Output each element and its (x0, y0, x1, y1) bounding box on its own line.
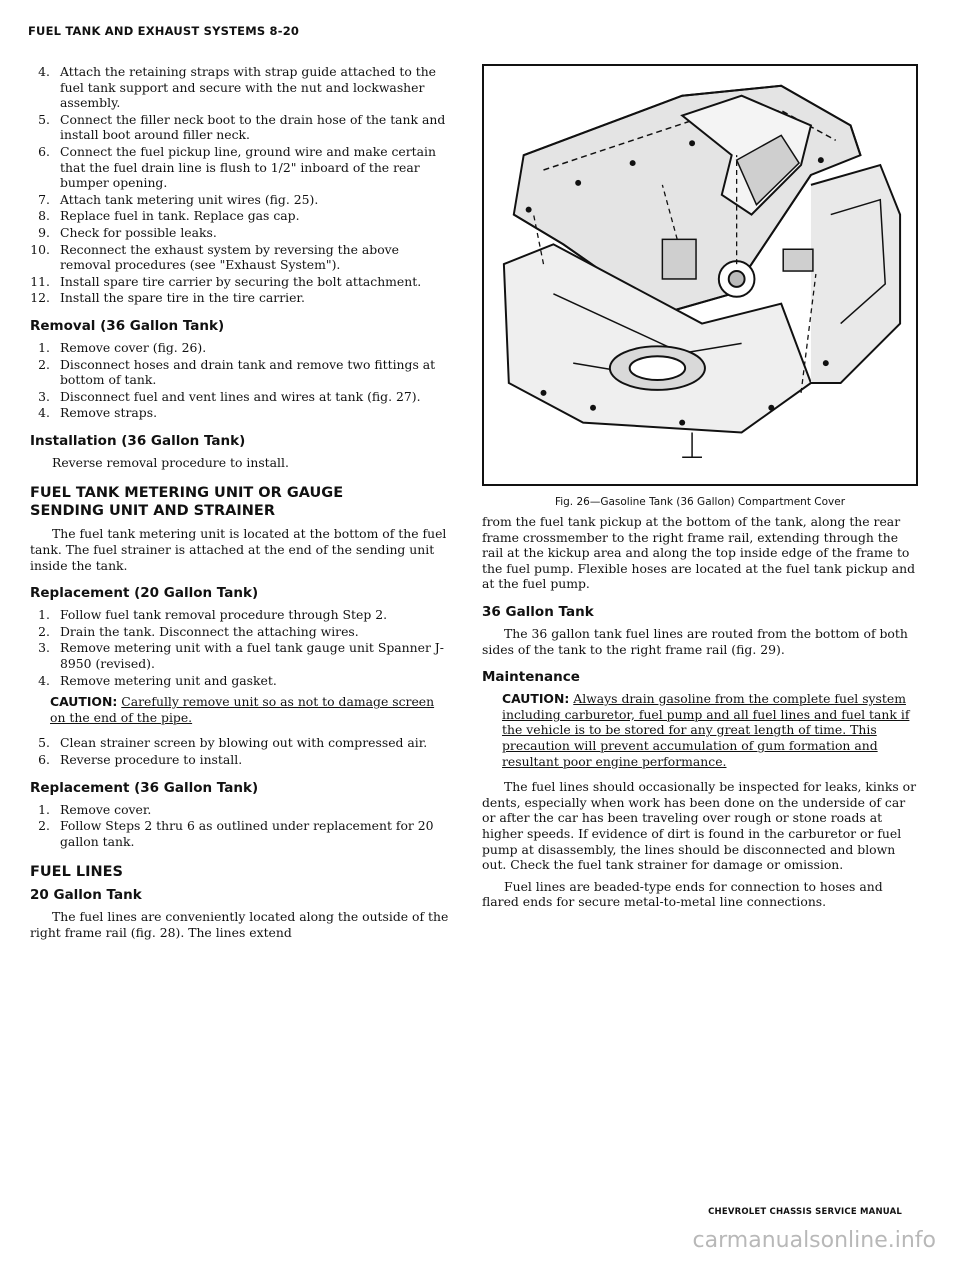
step-text: Install spare tire carrier by securing the bolt attachment. (60, 273, 422, 289)
list-item (30, 673, 450, 689)
step-number: 8. (38, 208, 50, 224)
step-text: Remove metering unit and gasket. (60, 672, 277, 688)
list-item (30, 802, 450, 818)
step-number: 2. (38, 623, 50, 639)
install-steps-continued (30, 64, 450, 306)
step-text: Replace fuel in tank. Replace gas cap. (60, 208, 300, 224)
step-number: 5. (38, 735, 50, 751)
left-column (30, 64, 450, 947)
maintenance-paragraph-1: The fuel lines should occasionally be inspected for leaks, kinks or dents, especially when work has been done on the underside of car or after the car has been traveling over rough or stone roads at higher speeds. If evidence of dirt is found in the carburetor or fuel pump at disassembly, the lines should be disconnected and blown out. Check the fuel tank strainer for damage or omission. (482, 779, 917, 873)
caution-label-storage: CAUTION: (502, 691, 570, 707)
step-number: 1. (38, 339, 50, 355)
step-text: Reconnect the exhaust system by reversing the above removal procedures (see "Exhaust System"). (60, 241, 400, 273)
fuel-lines-heading: FUEL LINES (30, 864, 123, 881)
caution-label: CAUTION: (50, 694, 118, 710)
step-number: 12. (30, 290, 50, 306)
list-item (30, 405, 450, 421)
page-footer: CHEVROLET CHASSIS SERVICE MANUAL (708, 1207, 902, 1217)
maintenance-heading: Maintenance (482, 669, 580, 686)
replacement-20-steps-b (30, 735, 450, 767)
list-item (30, 735, 450, 751)
step-number: 4. (38, 405, 50, 421)
caution-note-storage (502, 691, 918, 769)
step-number: 4. (38, 672, 50, 688)
lines-36-text: The 36 gallon tank fuel lines are routed from the bottom of both sides of the tank to the right frame rail (fig. 29). (482, 625, 908, 657)
metering-unit-heading-line1: FUEL TANK METERING UNIT OR GAUGE (30, 485, 344, 502)
step-number: 7. (38, 191, 50, 207)
removal-36-heading: Removal (36 Gallon Tank) (30, 317, 225, 334)
list-item (30, 357, 450, 388)
step-number: 1. (38, 607, 50, 623)
caution-text-storage: Always drain gasoline from the complete fuel system including carburetor, fuel pump and all fuel lines and fuel tank if the vehicle is to be stored for any great length of time. This precaution will prevent accumulation of gum formation and resultant poor engine performance. (502, 691, 910, 769)
step-number: 9. (38, 224, 50, 240)
replacement-20-steps (30, 607, 450, 688)
list-item (30, 752, 450, 768)
list-item (30, 192, 450, 208)
step-text: Check for possible leaks. (60, 224, 217, 240)
list-item (30, 340, 450, 356)
replacement-36-heading: Replacement (36 Gallon Tank) (30, 779, 259, 796)
replacement-20-heading: Replacement (20 Gallon Tank) (30, 585, 259, 602)
watermark-text: carmanualsonline.info (692, 1228, 936, 1253)
metering-unit-text: The fuel tank metering unit is located at the bottom of the fuel tank. The fuel strainer is attached at the end of the sending unit inside the tank. (30, 526, 447, 573)
step-text: Remove metering unit with a fuel tank gauge unit Spanner J-8950 (revised). (60, 640, 444, 672)
step-text: Remove cover (fig. 26). (60, 339, 207, 355)
step-text: Clean strainer screen by blowing out with compressed air. (60, 735, 428, 751)
step-text: Remove cover. (60, 801, 152, 817)
step-number: 5. (38, 111, 50, 127)
lines-20-continued-text: from the fuel tank pickup at the bottom of the tank, along the rear frame crossmember to the right frame rail, extending through the rail at the kickup area and along the top inside edge of the frame to the fuel pump. Flexible hoses are located at the fuel tank pickup and at the fuel pump. (482, 514, 916, 592)
list-item (30, 640, 450, 671)
compartment-cover-drawing (484, 66, 916, 484)
step-text: Attach the retaining straps with strap guide attached to the fuel tank support and secure with the nut and lockwasher assembly. (60, 64, 437, 111)
list-item (30, 607, 450, 623)
removal-36-steps (30, 340, 450, 421)
figure-26-caption: Fig. 26—Gasoline Tank (36 Gallon) Compartment Cover (554, 496, 846, 508)
step-text: Follow Steps 2 thru 6 as outlined under replacement for 20 gallon tank. (60, 818, 434, 849)
step-text: Connect the fuel pickup line, ground wire and make certain that the fuel drain line is flush to 1/2" inboard of the rear bumper opening. (60, 143, 436, 191)
step-number: 4. (38, 64, 50, 79)
step-text: Install the spare tire in the tire carrier. (60, 290, 305, 306)
list-item (30, 274, 450, 290)
list-item (30, 290, 450, 306)
step-text: Disconnect hoses and drain tank and remove two fittings at bottom of tank. (60, 356, 436, 388)
step-number: 2. (38, 356, 50, 372)
step-number: 11. (30, 273, 50, 289)
caution-note-screen (50, 694, 450, 725)
replacement-36-steps (30, 802, 450, 850)
step-text: Disconnect fuel and vent lines and wires at tank (fig. 27). (60, 388, 421, 404)
list-item (30, 818, 450, 849)
metering-unit-heading-line2: SENDING UNIT AND STRAINER (30, 503, 276, 520)
maintenance-paragraph-2: Fuel lines are beaded-type ends for connection to hoses and flared ends for secure metal-to-metal line connections. (482, 878, 883, 910)
step-number: 2. (38, 818, 50, 834)
right-column (482, 64, 918, 916)
list-item (30, 225, 450, 241)
step-number: 10. (30, 241, 50, 257)
list-item (30, 112, 450, 143)
step-text: Attach tank metering unit wires (fig. 25). (60, 191, 319, 207)
step-number: 6. (38, 143, 50, 159)
list-item (30, 208, 450, 224)
list-item (30, 389, 450, 405)
list-item (30, 64, 450, 111)
step-text: Drain the tank. Disconnect the attaching wires. (60, 623, 359, 639)
lines-20-text: The fuel lines are conveniently located along the outside of the right frame rail (fig. 28). The lines extend (30, 909, 449, 940)
lines-36-heading: 36 Gallon Tank (482, 603, 594, 620)
metering-unit-heading (30, 484, 450, 520)
installation-36-heading: Installation (36 Gallon Tank) (30, 432, 246, 449)
step-number: 6. (38, 752, 50, 767)
list-item (30, 144, 450, 191)
figure-26-illustration (482, 64, 918, 486)
list-item (30, 624, 450, 640)
caution-text: Carefully remove unit so as not to damage screen on the end of the pipe. (50, 694, 435, 725)
installation-36-text: Reverse removal procedure to install. (52, 454, 289, 470)
list-item (30, 242, 450, 273)
lines-20-heading: 20 Gallon Tank (30, 887, 142, 904)
page-header: FUEL TANK AND EXHAUST SYSTEMS 8-20 (28, 24, 300, 38)
step-number: 3. (38, 388, 50, 404)
step-text: Reverse procedure to install. (60, 752, 243, 767)
step-text: Follow fuel tank removal procedure through Step 2. (60, 607, 388, 623)
step-number: 3. (38, 640, 50, 656)
step-number: 1. (38, 801, 50, 817)
step-text: Connect the filler neck boot to the drain hose of the tank and install boot around filler neck. (60, 111, 446, 143)
step-text: Remove straps. (60, 405, 158, 421)
